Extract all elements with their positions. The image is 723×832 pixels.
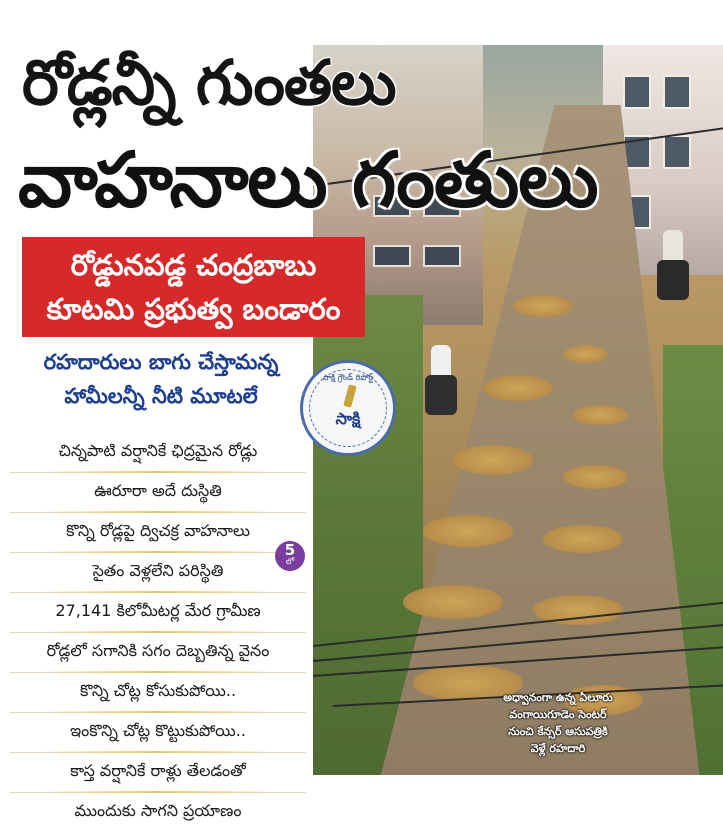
page-reference-suffix: లో [285, 557, 295, 566]
photo-caption [473, 689, 643, 757]
headline-line-1: రోడ్లన్నీ గుంతలు [22, 46, 396, 119]
caption-line-3: నుంచి కేన్సర్ ఆసుపత్రికి [508, 725, 608, 738]
point-item: ముందుకు సాగని ప్రయాణం [74, 801, 242, 820]
points-list [10, 433, 306, 832]
red-subheadline-box [22, 237, 365, 337]
ground-report-seal-icon [300, 360, 396, 456]
page-reference-number: 5 [284, 541, 296, 559]
caption-line-2: వంగాయిగూడెం సెంటర్ [509, 708, 607, 721]
seal-brand: సాక్షి [335, 409, 361, 428]
headline [0, 40, 723, 240]
photo-motorcycle-right [653, 230, 693, 300]
point-item: సైతం వెళ్లలేని పరిస్థితి [10, 553, 306, 593]
point-item: ఇంకొన్ని చోట్ల కొట్టుకుపోయి.. [10, 713, 306, 753]
point-item: చిన్నపాటి వర్షానికే ఛిద్రమైన రోడ్లు [10, 433, 306, 473]
blue-subhead-line-1: రహదారులు బాగు చేస్తామన్న [43, 350, 279, 374]
caption-line-1: అధ్వానంగా ఉన్న ఏలూరు [503, 691, 613, 704]
point-item: రోడ్లలో సగానికి సగం దెబ్బతిన్న వైనం [10, 633, 306, 673]
point-item: కొన్ని చోట్ల కోసుకుపోయి.. [10, 673, 306, 713]
red-box-line-1: రోడ్డునపడ్డ చంద్రబాబు [70, 248, 317, 282]
blue-subhead-line-2: హామీలన్నీ నీటి మూటలే [64, 384, 258, 408]
page-reference-badge [275, 541, 305, 571]
photo-motorcycle-left [421, 345, 461, 415]
point-item: 27,141 కిలోమీటర్ల మేర గ్రామీణ [10, 593, 306, 633]
point-item: ఊరూరా అదే దుస్థితి [10, 473, 306, 513]
red-box-line-2: కూటమి ప్రభుత్వ బండారం [46, 292, 341, 326]
seal-arc-text: సాక్షి గ్రౌండ్ రిపోర్ట్ [322, 373, 374, 382]
headline-line-2: వాహనాలు గంతులు [18, 135, 598, 224]
point-item: కాస్త వర్షానికే రాళ్లు తేలడంతో [10, 753, 306, 793]
point-item: కొన్ని రోడ్లపై ద్విచక్ర వాహనాలు [10, 513, 306, 553]
caption-line-4: వెళ్లే రహదారి [530, 742, 586, 755]
